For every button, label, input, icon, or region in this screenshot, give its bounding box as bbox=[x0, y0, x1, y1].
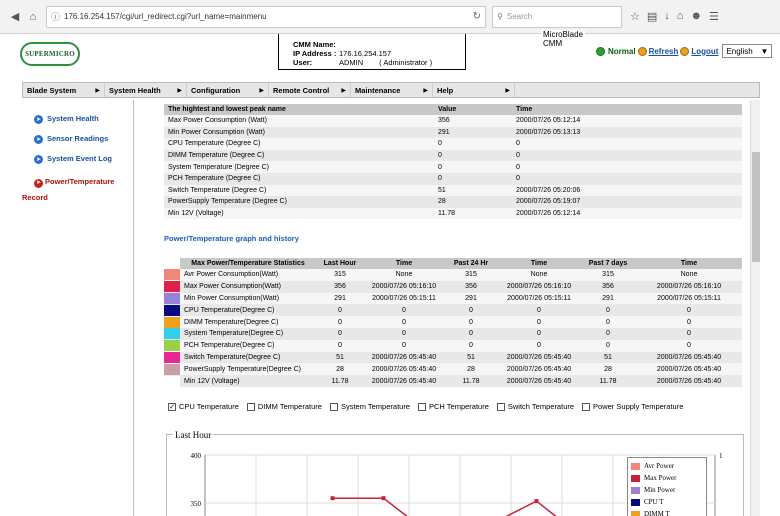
download-icon[interactable]: ↓ bbox=[664, 10, 670, 22]
table-cell: 0 bbox=[364, 340, 444, 352]
table-cell: 2000/07/26 05:12:14 bbox=[512, 208, 742, 220]
legend-item bbox=[631, 484, 703, 496]
table-cell: 0 bbox=[498, 328, 580, 340]
stats-header-time-3: Time bbox=[636, 258, 742, 269]
data-point bbox=[382, 496, 386, 500]
table-cell: 0 bbox=[512, 150, 742, 162]
legend-label: Max Power bbox=[644, 474, 677, 482]
peak-table bbox=[164, 104, 742, 219]
table-cell: DIMM Temperature(Degree C) bbox=[180, 316, 316, 328]
table-row bbox=[164, 196, 742, 208]
table-row bbox=[164, 328, 742, 340]
user-role: ( Administrator ) bbox=[379, 58, 433, 67]
table-cell: 51 bbox=[580, 352, 636, 364]
table-cell: 315 bbox=[580, 269, 636, 281]
graph-section-title: Power/Temperature graph and history bbox=[164, 234, 299, 243]
series-swatch bbox=[164, 304, 180, 316]
language-value: English bbox=[726, 46, 753, 56]
table-cell: Min Power Consumption(Watt) bbox=[180, 293, 316, 305]
address-bar[interactable] bbox=[46, 6, 486, 28]
supermicro-logo: SUPERMICRO bbox=[20, 42, 80, 66]
sidebar bbox=[22, 100, 134, 516]
table-cell: 2000/07/26 05:16:10 bbox=[364, 281, 444, 293]
menu-label: System Health bbox=[109, 85, 161, 95]
cmm-name-label: CMM Name: bbox=[293, 40, 336, 49]
table-cell: 0 bbox=[316, 304, 364, 316]
checkbox-label: CPU Temperature bbox=[179, 402, 239, 411]
table-cell: 2000/07/26 05:15:11 bbox=[364, 293, 444, 305]
peak-header-value: Value bbox=[434, 104, 512, 115]
table-cell: 0 bbox=[316, 328, 364, 340]
table-row bbox=[164, 281, 742, 293]
table-cell: 51 bbox=[316, 352, 364, 364]
legend-swatch bbox=[631, 487, 640, 494]
checkbox-box[interactable] bbox=[330, 403, 338, 411]
table-cell: 2000/07/26 05:45:40 bbox=[636, 352, 742, 364]
main-content bbox=[140, 100, 750, 516]
table-cell: 11.78 bbox=[444, 375, 498, 387]
table-cell: 51 bbox=[444, 352, 498, 364]
table-cell: 315 bbox=[444, 269, 498, 281]
status-text: Normal bbox=[608, 46, 636, 56]
color-swatch bbox=[164, 340, 180, 351]
table-cell: 11.78 bbox=[580, 375, 636, 387]
checkbox-box[interactable] bbox=[582, 403, 590, 411]
sidebar-item-label: Sensor Readings bbox=[47, 134, 109, 143]
color-swatch bbox=[164, 328, 180, 339]
checkbox-cpu-temperature[interactable] bbox=[168, 402, 239, 411]
table-cell: 0 bbox=[364, 304, 444, 316]
arrow-right-icon: ▶ bbox=[341, 87, 346, 94]
series-swatch bbox=[164, 269, 180, 281]
user-label: User: bbox=[293, 58, 313, 67]
legend-label: Min Power bbox=[644, 486, 676, 494]
table-cell: 0 bbox=[444, 328, 498, 340]
legend-label: Avr Power bbox=[644, 462, 675, 470]
temperature-checkboxes bbox=[168, 402, 683, 411]
search-placeholder: Search bbox=[506, 12, 533, 21]
series-swatch bbox=[164, 328, 180, 340]
series-swatch bbox=[164, 363, 180, 375]
table-cell: None bbox=[636, 269, 742, 281]
table-cell: 0 bbox=[444, 340, 498, 352]
arrow-circle-icon: ➤ bbox=[35, 180, 42, 186]
table-cell: 28 bbox=[444, 363, 498, 375]
app-header bbox=[0, 30, 780, 80]
table-cell: 2000/07/26 05:45:40 bbox=[498, 352, 580, 364]
table-cell: Min 12V (Voltage) bbox=[180, 375, 316, 387]
table-row bbox=[164, 185, 742, 197]
menu-label: Maintenance bbox=[355, 85, 401, 95]
logout-link[interactable]: Logout bbox=[691, 46, 719, 56]
stats-header-last-hour: Last Hour bbox=[316, 258, 364, 269]
table-row bbox=[164, 173, 742, 185]
bookmark-star-icon[interactable]: ☆ bbox=[630, 11, 640, 23]
table-cell: 2000/07/26 05:20:06 bbox=[512, 185, 742, 197]
stats-header-name: Max Power/Temperature Statistics bbox=[180, 258, 316, 269]
menu-configuration[interactable] bbox=[187, 83, 269, 97]
legend-swatch bbox=[631, 499, 640, 506]
table-cell: 356 bbox=[316, 281, 364, 293]
ip-label: IP Address : bbox=[293, 49, 337, 58]
table-cell: 0 bbox=[434, 150, 512, 162]
sidebar-item-label: System Health bbox=[47, 114, 99, 123]
arrow-circle-icon: ➤ bbox=[35, 157, 42, 163]
page-scrollbar[interactable] bbox=[750, 100, 760, 516]
table-cell: PCH Temperature(Degree C) bbox=[180, 340, 316, 352]
table-row bbox=[164, 161, 742, 173]
checkbox-box[interactable]: ✓ bbox=[169, 403, 175, 411]
table-cell: 2000/07/26 05:15:11 bbox=[636, 293, 742, 305]
table-cell: DIMM Temperature (Degree C) bbox=[164, 150, 434, 162]
logout-icon[interactable] bbox=[680, 47, 689, 56]
right-axis-tick: 1 bbox=[719, 452, 723, 460]
data-point bbox=[331, 496, 335, 500]
color-swatch bbox=[164, 352, 180, 363]
legend-swatch bbox=[631, 511, 640, 516]
stats-header-time-1: Time bbox=[364, 258, 444, 269]
series-swatch bbox=[164, 316, 180, 328]
peak-header-time: Time bbox=[512, 104, 742, 115]
table-cell: System Temperature(Degree C) bbox=[180, 328, 316, 340]
sidebar-item-system-event-log[interactable] bbox=[22, 154, 133, 164]
color-swatch bbox=[164, 269, 180, 280]
table-cell: 356 bbox=[444, 281, 498, 293]
table-cell: 291 bbox=[434, 127, 512, 139]
arrow-right-icon: ▶ bbox=[177, 87, 182, 94]
table-cell: 356 bbox=[434, 115, 512, 127]
color-swatch bbox=[164, 281, 180, 292]
table-cell: 356 bbox=[580, 281, 636, 293]
browser-search-input[interactable] bbox=[492, 6, 622, 28]
color-swatch bbox=[164, 317, 180, 328]
table-cell: 28 bbox=[434, 196, 512, 208]
table-cell: 0 bbox=[636, 328, 742, 340]
table-row bbox=[164, 269, 742, 281]
sidebar-item-system-health[interactable] bbox=[22, 114, 133, 124]
checkbox-label: DIMM Temperature bbox=[257, 402, 322, 411]
table-cell: Min 12V (Voltage) bbox=[164, 208, 434, 220]
refresh-icon[interactable] bbox=[638, 47, 647, 56]
search-icon: ⚲ bbox=[497, 12, 503, 21]
table-cell: Avr Power Consumption(Watt) bbox=[180, 269, 316, 281]
table-cell: 2000/07/26 05:16:10 bbox=[498, 281, 580, 293]
ip-value: 176.16.254.157 bbox=[339, 49, 392, 58]
sidebar-item-label: System Event Log bbox=[47, 154, 113, 163]
reload-icon[interactable]: ↻ bbox=[472, 11, 481, 22]
table-cell: 315 bbox=[316, 269, 364, 281]
legend-item bbox=[631, 472, 703, 484]
table-cell: 0 bbox=[580, 304, 636, 316]
menu-label: Remote Control bbox=[273, 85, 330, 95]
legend-label: DIMM T bbox=[644, 510, 670, 516]
menu-help[interactable] bbox=[433, 83, 515, 97]
table-cell: PCH Temperature (Degree C) bbox=[164, 173, 434, 185]
home-icon[interactable]: ⌂ bbox=[29, 10, 37, 23]
checkbox-power-supply-temperature[interactable] bbox=[582, 402, 683, 411]
legend-item bbox=[631, 508, 703, 516]
table-cell: 2000/07/26 05:45:40 bbox=[498, 375, 580, 387]
table-cell: 2000/07/26 05:16:10 bbox=[636, 281, 742, 293]
table-cell: PowerSupply Temperature(Degree C) bbox=[180, 363, 316, 375]
checkbox-switch-temperature[interactable] bbox=[497, 402, 574, 411]
table-cell: 0 bbox=[444, 304, 498, 316]
table-cell: 0 bbox=[444, 316, 498, 328]
table-cell: 2000/07/26 05:45:40 bbox=[636, 375, 742, 387]
table-row bbox=[164, 375, 742, 387]
checkbox-box[interactable] bbox=[418, 403, 426, 411]
arrow-right-icon: ▶ bbox=[423, 87, 428, 94]
checkbox-label: Switch Temperature bbox=[507, 402, 575, 411]
table-cell: 0 bbox=[636, 316, 742, 328]
refresh-link[interactable]: Refresh bbox=[648, 46, 679, 56]
color-swatch bbox=[164, 293, 180, 304]
home-button-icon[interactable]: ⌂ bbox=[676, 10, 684, 22]
table-cell: 0 bbox=[636, 304, 742, 316]
menu-icon[interactable]: ☰ bbox=[709, 11, 719, 23]
table-row bbox=[164, 363, 742, 375]
checkbox-label: Power Supply Temperature bbox=[593, 402, 684, 411]
table-cell: 0 bbox=[498, 340, 580, 352]
stats-header-past-24: Past 24 Hr bbox=[444, 258, 498, 269]
table-cell: 2000/07/26 05:45:40 bbox=[364, 363, 444, 375]
table-row bbox=[164, 293, 742, 305]
table-cell: Switch Temperature(Degree C) bbox=[180, 352, 316, 364]
scrollbar-thumb[interactable] bbox=[752, 152, 760, 262]
cmm-title: MicroBlade CMM bbox=[543, 30, 584, 48]
user-value: ADMIN bbox=[339, 58, 364, 67]
series-swatch bbox=[164, 281, 180, 293]
table-cell: 291 bbox=[316, 293, 364, 305]
checkbox-box[interactable] bbox=[247, 403, 255, 411]
table-cell: 2000/07/26 05:45:40 bbox=[364, 375, 444, 387]
table-cell: 2000/07/26 05:19:07 bbox=[512, 196, 742, 208]
table-cell: Max Power Consumption(Watt) bbox=[180, 281, 316, 293]
site-info-icon[interactable]: ⓘ bbox=[51, 12, 61, 22]
series-swatch bbox=[164, 352, 180, 364]
table-cell: 28 bbox=[316, 363, 364, 375]
series-swatch bbox=[164, 340, 180, 352]
smiley-icon[interactable]: ☻ bbox=[690, 10, 703, 22]
color-swatch bbox=[164, 376, 180, 387]
table-cell: 0 bbox=[498, 316, 580, 328]
y-tick-label: 350 bbox=[190, 500, 201, 508]
data-point bbox=[535, 499, 539, 503]
table-cell: 0 bbox=[316, 316, 364, 328]
table-cell: 0 bbox=[512, 173, 742, 185]
table-cell: 2000/07/26 05:45:40 bbox=[636, 363, 742, 375]
main-menu bbox=[22, 82, 760, 98]
sidebar-item-power-temperature-record[interactable] bbox=[22, 174, 122, 206]
checkbox-dimm-temperature[interactable] bbox=[247, 402, 322, 411]
color-swatch bbox=[164, 364, 180, 375]
table-cell: 2000/07/26 05:45:40 bbox=[498, 363, 580, 375]
table-row bbox=[164, 115, 742, 127]
menu-blade-system[interactable] bbox=[23, 83, 105, 97]
stats-header-time-2: Time bbox=[498, 258, 580, 269]
back-icon[interactable]: ◀ bbox=[10, 11, 20, 23]
stats-header-past-7: Past 7 days bbox=[580, 258, 636, 269]
menu-label: Help bbox=[437, 85, 454, 95]
table-row bbox=[164, 138, 742, 150]
table-cell: 0 bbox=[512, 161, 742, 173]
browser-toolbar bbox=[0, 0, 780, 34]
last-hour-chart bbox=[166, 430, 744, 516]
color-swatch bbox=[164, 305, 180, 316]
arrow-circle-icon: ➤ bbox=[35, 137, 42, 143]
arrow-circle-icon: ➤ bbox=[35, 117, 42, 123]
chevron-down-icon: ▼ bbox=[760, 46, 769, 56]
series-swatch bbox=[164, 375, 180, 387]
series-swatch bbox=[164, 293, 180, 305]
table-cell: CPU Temperature (Degree C) bbox=[164, 138, 434, 150]
url-text: 176.16.254.157/cgi/url_redirect.cgi?url_name=mainmenu bbox=[64, 12, 267, 21]
arrow-right-icon: ▶ bbox=[259, 87, 264, 94]
table-cell: 2000/07/26 05:13:13 bbox=[512, 127, 742, 139]
checkbox-pch-temperature[interactable] bbox=[418, 402, 489, 411]
table-cell: CPU Temperature(Degree C) bbox=[180, 304, 316, 316]
table-row bbox=[164, 304, 742, 316]
table-cell: 2000/07/26 05:15:11 bbox=[498, 293, 580, 305]
menu-system-health[interactable] bbox=[105, 83, 187, 97]
table-row bbox=[164, 127, 742, 139]
table-cell: 0 bbox=[512, 138, 742, 150]
table-row bbox=[164, 352, 742, 364]
checkbox-label: System Temperature bbox=[340, 402, 410, 411]
y-tick-label: 400 bbox=[190, 452, 201, 460]
status-ok-icon bbox=[596, 47, 605, 56]
menu-maintenance[interactable] bbox=[351, 83, 433, 97]
menu-label: Configuration bbox=[191, 85, 241, 95]
checkbox-system-temperature[interactable] bbox=[330, 402, 410, 411]
legend-swatch bbox=[631, 463, 640, 470]
table-cell: 2000/07/26 05:45:40 bbox=[364, 352, 444, 364]
legend-item bbox=[631, 496, 703, 508]
table-row bbox=[164, 150, 742, 162]
table-cell: 2000/07/26 05:12:14 bbox=[512, 115, 742, 127]
stats-table bbox=[164, 258, 742, 387]
sidebar-item-label: Power/Temperature Record bbox=[22, 177, 115, 202]
legend-label: CPU T bbox=[644, 498, 664, 506]
table-cell: None bbox=[364, 269, 444, 281]
chart-legend bbox=[627, 457, 707, 516]
table-cell: 291 bbox=[580, 293, 636, 305]
table-cell: Min Power Consumption (Watt) bbox=[164, 127, 434, 139]
language-select[interactable] bbox=[722, 44, 772, 58]
table-cell: 11.78 bbox=[316, 375, 364, 387]
table-cell: 0 bbox=[434, 161, 512, 173]
table-cell: 0 bbox=[498, 304, 580, 316]
table-cell: 0 bbox=[434, 138, 512, 150]
checkbox-box[interactable] bbox=[497, 403, 505, 411]
table-row bbox=[164, 316, 742, 328]
table-cell: 11.78 bbox=[434, 208, 512, 220]
table-cell: 0 bbox=[580, 316, 636, 328]
reading-list-icon[interactable]: ▤ bbox=[646, 11, 658, 23]
menu-remote-control[interactable] bbox=[269, 83, 351, 97]
peak-header-name: The hightest and lowest peak name bbox=[164, 104, 434, 115]
legend-swatch bbox=[631, 475, 640, 482]
swatch-header bbox=[164, 258, 180, 269]
table-row bbox=[164, 208, 742, 220]
table-cell: Max Power Consumption (Watt) bbox=[164, 115, 434, 127]
table-cell: 0 bbox=[316, 340, 364, 352]
table-row bbox=[164, 340, 742, 352]
table-cell: 0 bbox=[434, 173, 512, 185]
chart-title: Last Hour bbox=[175, 430, 212, 440]
table-cell: PowerSupply Temperature (Degree C) bbox=[164, 196, 434, 208]
sidebar-item-sensor-readings[interactable] bbox=[22, 134, 133, 144]
table-cell: 0 bbox=[580, 340, 636, 352]
cmm-info-box bbox=[278, 30, 584, 70]
table-cell: 0 bbox=[364, 328, 444, 340]
checkbox-label: PCH Temperature bbox=[429, 402, 489, 411]
table-cell: System Temperature (Degree C) bbox=[164, 161, 434, 173]
table-cell: Switch Temperature (Degree C) bbox=[164, 185, 434, 197]
table-cell: 28 bbox=[580, 363, 636, 375]
arrow-right-icon: ▶ bbox=[505, 87, 510, 94]
table-cell: 0 bbox=[636, 340, 742, 352]
menu-label: Blade System bbox=[27, 85, 77, 95]
table-cell: 291 bbox=[444, 293, 498, 305]
table-cell: 0 bbox=[580, 328, 636, 340]
legend-item bbox=[631, 460, 703, 472]
table-cell: 0 bbox=[364, 316, 444, 328]
table-cell: 51 bbox=[434, 185, 512, 197]
table-cell: None bbox=[498, 269, 580, 281]
arrow-right-icon: ▶ bbox=[95, 87, 100, 94]
